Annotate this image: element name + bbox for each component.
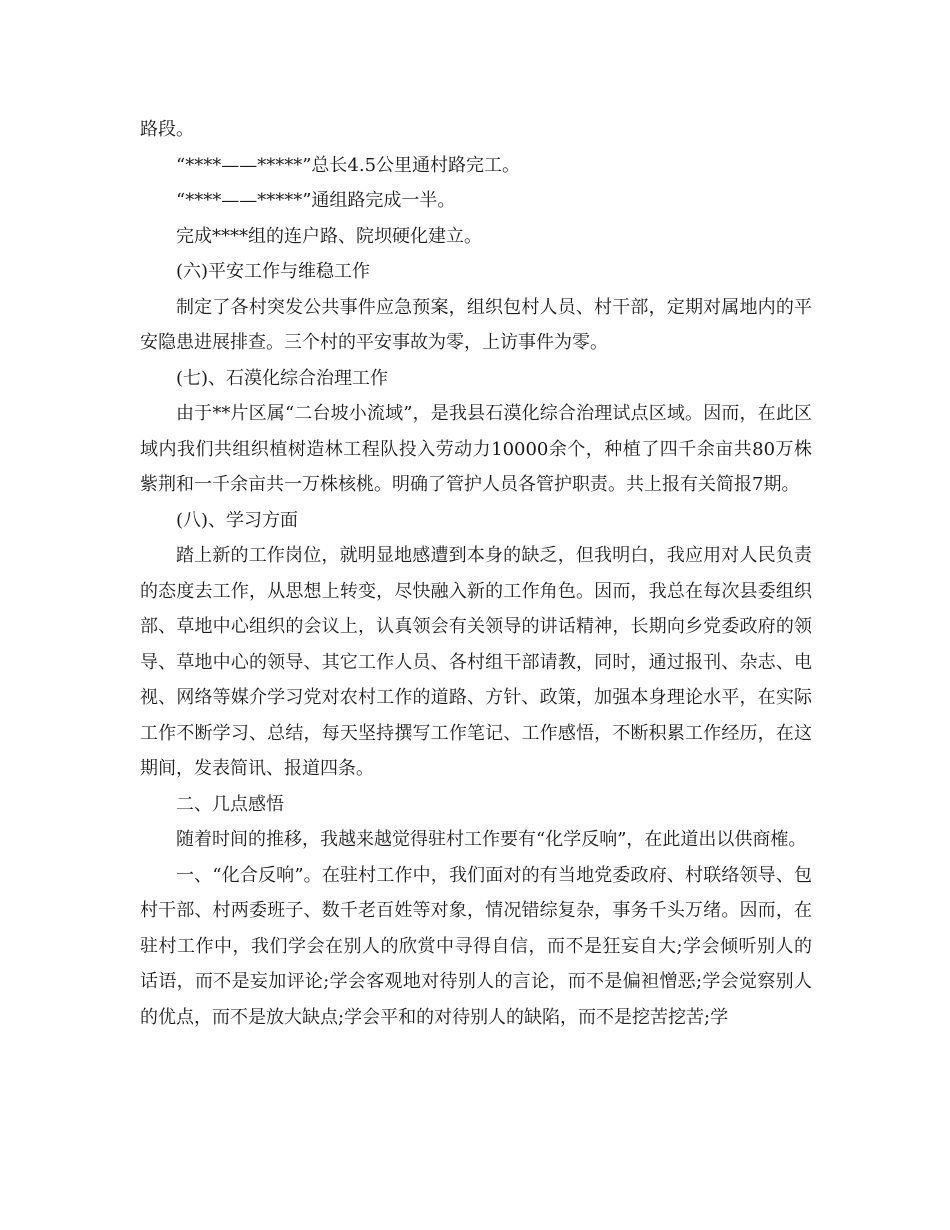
document-page (140, 112, 812, 1035)
paragraph-continuation: 路段。 (140, 119, 194, 140)
paragraph-reflections-intro: 随着时间的推移，我越来越觉得驻村工作要有“化学反响”，在此道出以供商榷。 (176, 829, 807, 850)
heading-safety-work: (六)平安工作与维稳工作 (176, 261, 371, 282)
paragraph-yard-hardening: 完成****组的连户路、院坝硬化建立。 (176, 225, 482, 247)
paragraph-road-completed: “****——*****”总长4.5公里通村路完工。 (176, 154, 521, 176)
paragraph-safety-work: 制定了各村突发公共事件应急预案，组织包村人员、村干部，定期对属地内的平安隐患进展排查。三个村的平安事故为零，上访事件为零。 (140, 296, 812, 353)
paragraph-road-half: “****——*****”通组路完成一半。 (176, 190, 456, 211)
heading-rocky-desertification: (七)、石漠化综合治理工作 (176, 367, 389, 389)
paragraph-chemical-reaction: 一、“化合反响”。在驻村工作中，我们面对的有当地党委政府、村联络领导、包村干部、村两委班子、数千老百姓等对象，情况错综复杂，事务千头万绪。因而，在驻村工作中，我们学会在别人的欣赏中寻得自信，而不是狂妄自大;学会倾听别人的话语，而不是妄加评论;学会客观地对待别人的言论，而不是偏袒憎恶;学会觉察别人的优点，而不是放大缺点;学会平和的对待别人的缺陷，而不是挖苦挖苦;学 (140, 864, 812, 1028)
heading-learning: (八)、学习方面 (176, 509, 299, 531)
paragraph-learning: 踏上新的工作岗位，就明显地感遭到本身的缺乏，但我明白，我应用对人民负责的态度去工作，从思想上转变，尽快融入新的工作角色。因而，我总在每次县委组织部、草地中心组织的会议上，认真领会有关领导的讲话精神，长期向乡党委政府的领导、草地中心的领导、其它工作人员、各村组干部请教，同时，通过报刊、杂志、电视、网络等媒介学习党对农村工作的道路、方针、政策，加强本身理论水平，在实际工作不断学习、总结，每天坚持撰写工作笔记、工作感悟，不断积累工作经历，在这期间，发表简讯、报道四条。 (140, 545, 812, 779)
paragraph-rocky-desertification: 由于**片区属“二台坡小流域”，是我县石漠化综合治理试点区域。因而，在此区域内我们共组织植树造林工程队投入劳动力10000余个，种植了四千余亩共80万株紫荆和一千余亩共一万株核桃。明确了管护人员各管护职责。共上报有关简报7期。 (140, 403, 812, 495)
heading-reflections: 二、几点感悟 (176, 793, 284, 815)
